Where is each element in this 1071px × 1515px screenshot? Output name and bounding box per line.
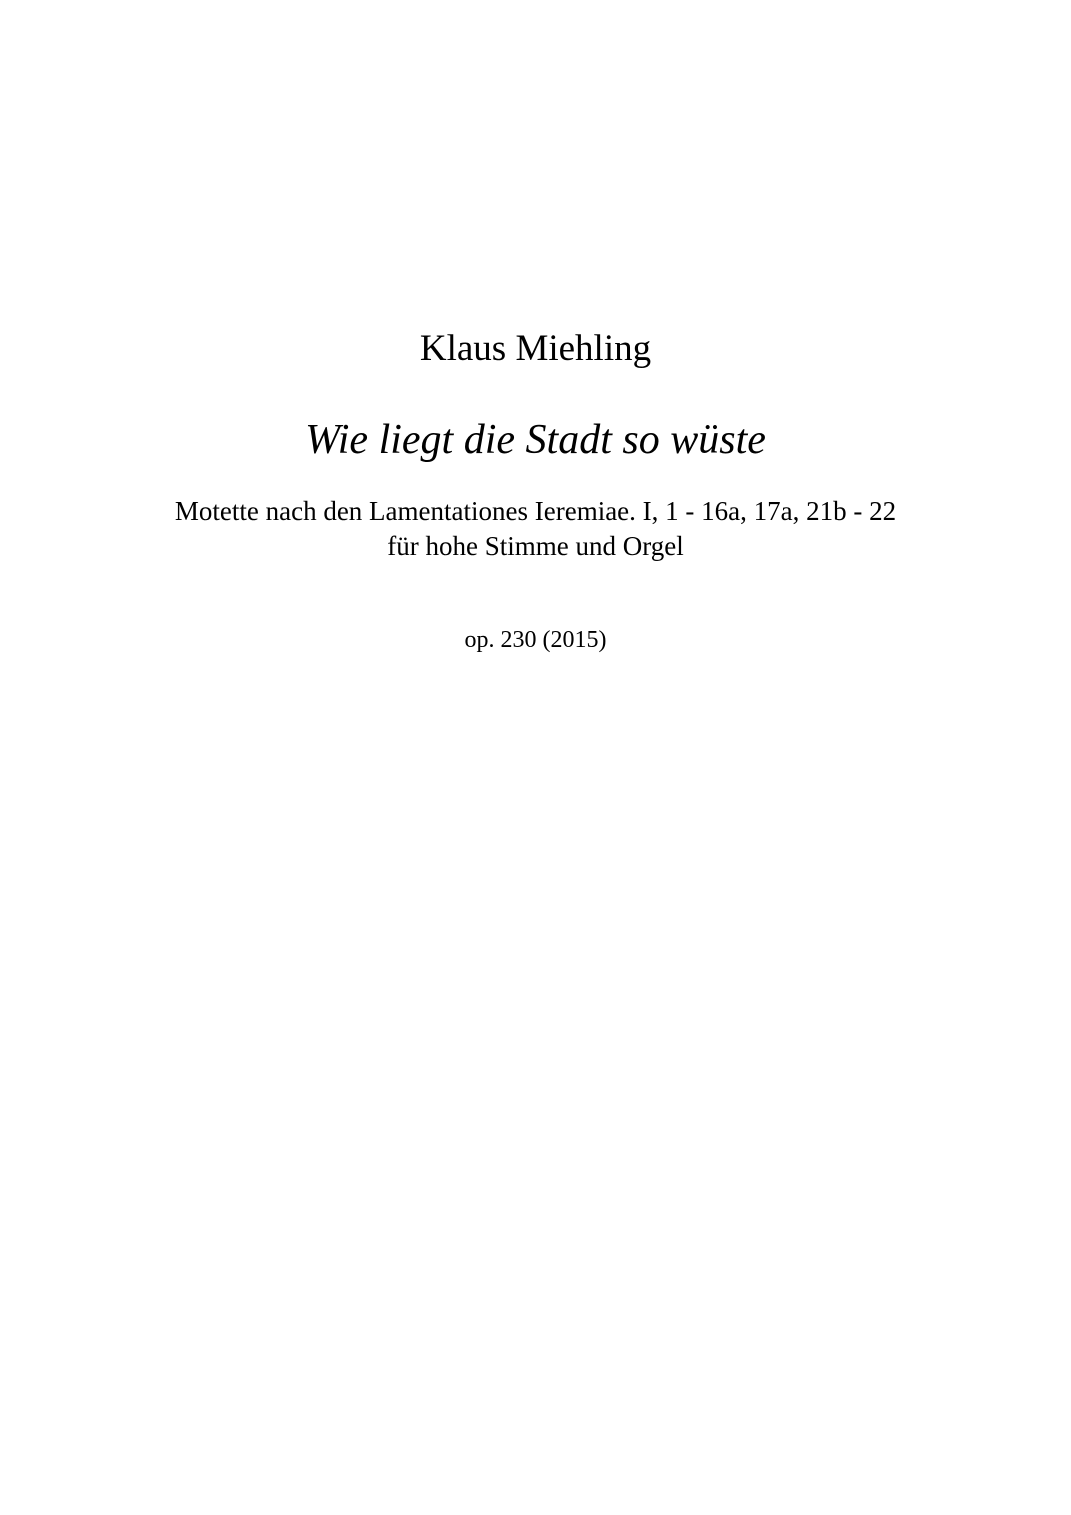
work-title: Wie liegt die Stadt so wüste bbox=[305, 417, 766, 463]
work-subtitle-line-2: für hohe Stimme und Orgel bbox=[387, 531, 684, 561]
opus-number: op. 230 (2015) bbox=[464, 627, 607, 653]
work-subtitle-line-1: Motette nach den Lamentationes Ieremiae. I, 1 - 16a, 17a, 21b - 22 bbox=[174, 496, 897, 526]
composer-name: Klaus Miehling bbox=[419, 328, 652, 369]
